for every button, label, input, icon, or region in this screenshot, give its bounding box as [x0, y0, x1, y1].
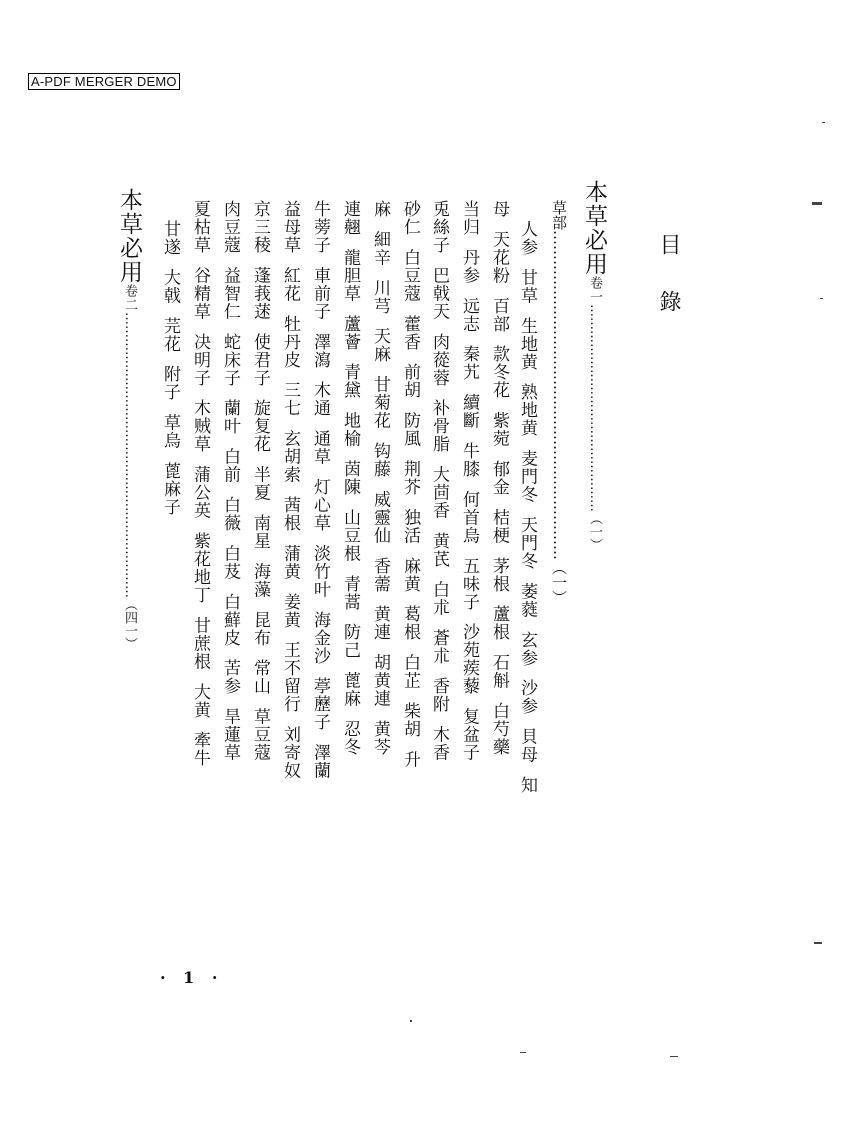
scan-speck — [812, 202, 822, 205]
page-number: · 1 · — [160, 968, 224, 987]
toc-entry-line-2: 母 天花粉 百部 款冬花 紫菀 郁金 桔梗 茅根 蘆根 石斛 白芍藥 — [489, 200, 509, 757]
toc-entry-line-10: 京三稜 蓬莪蒁 使君子 旋复花 半夏 南星 海藻 昆布 常山 草豆蔻 — [250, 200, 270, 762]
volume2-heading — [117, 188, 140, 650]
toc-heading: 目 錄 — [656, 233, 681, 326]
volume1-heading — [582, 180, 605, 551]
watermark-label: A-PDF MERGER DEMO — [28, 73, 180, 90]
section-grass-leader-dots: ………………………………………………………… — [550, 230, 568, 560]
scan-speck — [820, 298, 823, 299]
toc-entry-line-7: 連翹 龍胆草 蘆薈 青黛 地榆 茵陳 山豆根 青蒿 防己 蓖麻 忍冬 — [340, 200, 360, 757]
section-grass-page: （一） — [550, 560, 568, 605]
section-grass-heading — [551, 200, 566, 605]
volume1-leader-dots: ………………………………………… — [587, 304, 602, 512]
volume1-title: 本草必用 — [581, 180, 607, 276]
toc-entry-line-9: 益母草 紅花 牡丹皮 三七 玄胡索 茜根 蒲黄 姜黄 王不留行 刘寄奴 — [280, 200, 300, 780]
scan-speck — [814, 942, 822, 944]
volume2-title: 本草必用 — [116, 188, 142, 284]
toc-entry-line-8: 牛蒡子 車前子 澤瀉 木通 通草 灯心草 淡竹叶 海金沙 葶藶子 澤蘭 — [310, 200, 330, 780]
toc-entry-line-5: 砂仁 白豆蔻 藿香 前胡 防風 荆芥 独活 麻黄 葛根 白芷 柴胡 升 — [400, 200, 420, 769]
volume2-leader-dots: ………………………………………………………… — [122, 312, 137, 598]
scan-speck — [822, 122, 825, 123]
toc-entry-line-6: 麻 細辛 川芎 天麻 甘菊花 钩藤 威靈仙 香薷 黄連 胡黄連 黄芩 — [370, 200, 390, 757]
toc-entry-line-13: 甘遂 大戟 芫花 附子 草烏 蓖麻子 — [160, 220, 180, 517]
toc-entry-line-11: 肉豆蔻 益智仁 蛇床子 蘭叶 白前 白薇 白芨 白蘚皮 苦参 旱蓮草 — [220, 200, 240, 762]
toc-entry-line-4: 兎絲子 巴戟天 肉蓯蓉 补骨脂 大茴香 黄芪 白朮 蒼朮 香附 木香 — [429, 200, 449, 762]
scan-speck — [670, 1056, 678, 1057]
volume1-page: （一） — [587, 512, 602, 551]
scan-speck — [520, 1052, 526, 1053]
volume2-number: 卷二 — [122, 284, 137, 312]
section-grass-label: 草部 — [550, 200, 568, 230]
toc-entry-line-1: 人参 甘草 生地黄 熟地黄 麦門冬 天門冬 萎蕤 玄参 沙参 貝母 知 — [517, 220, 537, 795]
scan-speck — [410, 1020, 412, 1022]
toc-entry-line-3: 当归 丹参 远志 秦艽 續斷 牛膝 何首烏 五味子 沙苑蒺藜 复盆子 — [459, 200, 479, 762]
volume2-page: （四一） — [122, 598, 137, 650]
volume1-number: 卷一 — [587, 276, 602, 304]
toc-entry-line-12: 夏枯草 谷精草 决明子 木贼草 蒲公英 紫花地丁 甘蔗根 大黄 牽牛 — [190, 200, 210, 768]
